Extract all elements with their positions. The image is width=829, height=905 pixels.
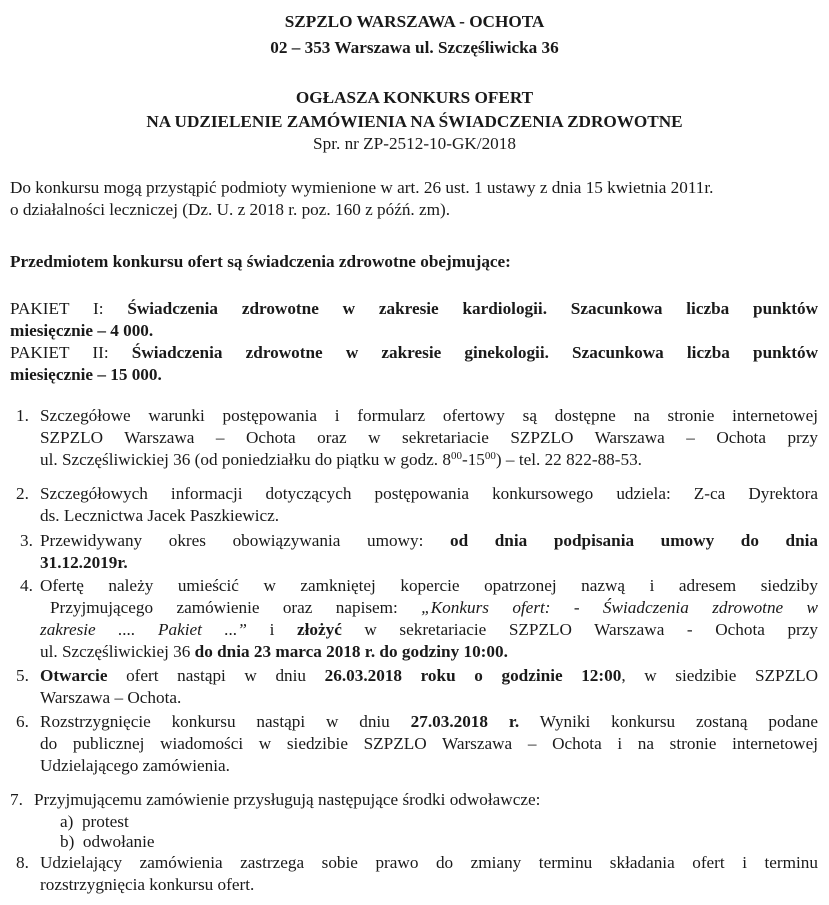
list-item-number: 8. [16,853,29,872]
document-page: SZPZLO WARSZAWA - OCHOTA 02 – 353 Warszawa ul. Szczęśliwicka 36 OGŁASZA KONKURS OFERT NA UDZIELENIE ZAMÓWIENIA NA ŚWIADCZENIA ZDROWOTNE Spr. nr ZP-2512-10-GK/2018 Do konkursu mogą przystąpić podmioty wymienione w art. 26 ust. 1 ustawy z dnia 15 kwietnia 2011r. o działalności leczniczej (Dz. U. z 2018 r. poz. 160 z późń. zm). Przedmiotem konkursu ofert są świadczenia zdrowotne obejmujące: PAKIET I: Świadczenia zdrowotne w zakresie kardiologii. Szacunkowa liczba punktów miesięcznie – 4 000. PAKIET II: Świadczenia zdrowotne w zakresie ginekologii. Szacunkowa liczba punktów miesięcznie – 15 000. 1. Szczegółowe warunki postępowania i formularz ofertowy są dostępne na stronie internetowej SZPZLO Warszawa – Ochota oraz w sekretariacie SZPZLO Warszawa – Ochota przy ul. Szczęśliwickiej 36 (od poniedziałku do piątku w godz. $8^{00}-15^{00}$) – tel. 22 822-88-53. 2. Szczegółowych informacji dotyczących postępowania konkursowego udziela: Z-ca Dyrektora ds. Lecznictwa Jacek Paszkiewicz. 3. Przewidywany okres obowiązywania umowy: od dnia podpisania umowy do dnia 31.12.2019r. 4. Ofertę należy umieścić w zamkniętej kopercie opatrzonej nazwą i adresem siedziby Przyjmującego zamówienie oraz napisem: „Konkurs ofert: - Świadczenia zdrowotne w zakresie .... Pakiet ...” i złożyć w sekretariacie SZPZLO Warszawa - Ochota przy ul. Szczęśliwickiej 36 do dnia 23 marca 2018 r. do godziny 10:00. 5. Otwarcie ofert nastąpi w dniu 26.03.2018 roku o godzinie 12:00, w siedzibie SZPZLO Warszawa – Ochota. 6. Rozstrzygnięcie konkursu nastąpi w dniu 27.03.2018 r. Wyniki konkursu zostaną podane do publicznej wiadomości w siedzibie SZPZLO Warszawa – Ochota i na stronie internetowej Udzielającego zamówienia. 7. Przyjmującemu zamówienie przysługują następujące środki odwoławcze: a) protest b) odwołanie 8. Udzielający zamówienia zastrzega sobie prawo do zmiany terminu składania ofert i terminu rozstrzygnięcia konkursu ofert. [0,0,829,905]
announcement-subtitle: NA UDZIELENIE ZAMÓWIENIA NA ŚWIADCZENIA ZDROWOTNE [146,112,683,131]
package-2 [10,342,818,386]
list-item-number: 1. [16,406,29,425]
case-number: Spr. nr ZP-2512-10-GK/2018 [313,134,516,153]
announcement-title: OGŁASZA KONKURS OFERT [295,88,534,107]
package-1-points: miesięcznie – 4 000. [10,321,154,340]
list-item-number: 4. [20,576,33,595]
list-item-number: 2. [16,484,29,503]
sub-item-b: b) odwołanie [60,832,155,851]
package-1 [10,298,818,342]
intro-paragraph [10,177,818,221]
organization-address: 02 – 353 Warszawa ul. Szczęśliwicka 36 [270,38,559,57]
sub-item-a: a) protest [60,812,129,831]
list-item-number: 5. [16,666,29,685]
intro-line-1: Do konkursu mogą przystąpić podmioty wymienione w art. 26 ust. 1 ustawy z dnia 15 kwietnia 2011r. [10,178,714,197]
list-item-number: 7. [10,790,23,809]
package-2-points: miesięcznie – 15 000. [10,365,162,384]
package-1-prefix: PAKIET I: [10,299,128,318]
package-1-description: Świadczenia zdrowotne w zakresie kardiologii. Szacunkowa liczba punktów [127,299,818,318]
list-item-number: 3. [20,531,33,550]
subject-heading: Przedmiotem konkursu ofert są świadczenia zdrowotne obejmujące: [10,252,511,271]
intro-line-2: o działalności leczniczej (Dz. U. z 2018 r. poz. 160 z późń. zm). [10,200,451,219]
package-2-prefix: PAKIET II: [10,343,132,362]
package-2-description: Świadczenia zdrowotne w zakresie ginekologii. Szacunkowa liczba punktów [131,343,819,362]
list-item-number: 6. [16,712,29,731]
list-item-7: 7. Przyjmującemu zamówienie przysługują następujące środki odwoławcze: a) protest b) odwołanie [10,790,541,851]
organization-name: SZPZLO WARSZAWA - OCHOTA [284,12,545,31]
